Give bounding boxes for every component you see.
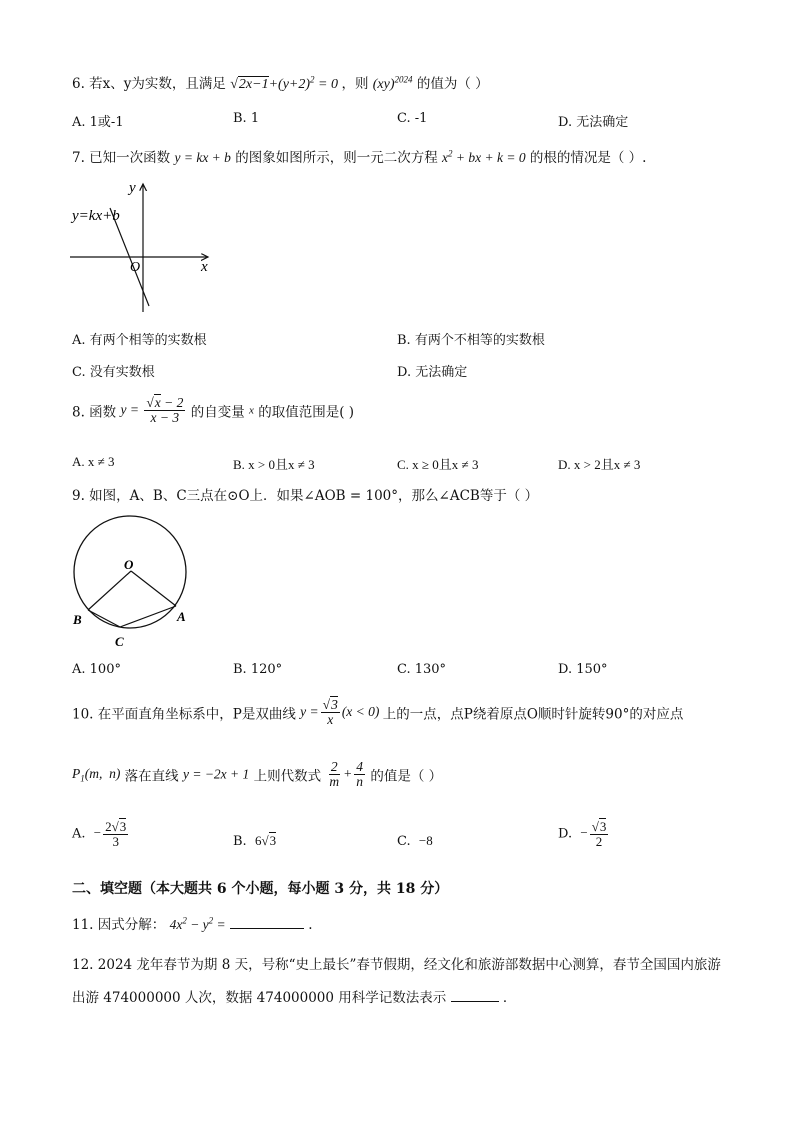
q10-algebraic-expression: $\frac{2}{m}$ + $\frac{4}{n}$ [329,759,364,790]
q12-line2-text: 出游 474000000 人次，数据 474000000 用科学记数法表示 [72,990,447,1006]
section-2-title: 二、填空题（本大题共 6 个小题，每小题 3 分，共 18 分） [72,881,449,897]
q11-answer-blank[interactable] [230,914,304,929]
q6-option-a: A. 1或-1 [72,115,124,130]
q9-option-c: C. 130° [397,662,447,677]
q9-label-c: C [115,634,124,649]
q11-expression: $4x^2 - y^2$ = [169,915,226,932]
q9-segment-cb [88,610,120,627]
q6-option-b: B. 1 [233,111,260,126]
q10-option-a: A. − $\frac{2√3}{3}$ [72,819,127,849]
q6-option-c: C. -1 [397,111,428,126]
question-11 [72,913,313,933]
q10-line1-prefix: 10. 在平面直角坐标系中，P是双曲线 [72,706,296,723]
q8-stem-suffix: 的取值范围是( ) [258,404,355,421]
question-6-stem [72,72,489,93]
q8-expression: y = $\frac{√x - 2}{x - 3}$ [120,395,184,426]
question-8-stem [72,396,354,425]
q9-circle-figure [70,515,195,655]
q7-origin-label: O [130,260,141,275]
question-7-stem [72,146,646,166]
q11-prefix: 11. 因式分解： [72,917,166,933]
q7-stem-prefix: 7. 已知一次函数 [72,150,171,166]
q6-expression2: (xy)$^{2024}$ [372,74,413,92]
q9-segment-oa [131,571,176,606]
q11-suffix: . [308,917,313,933]
q10-option-b: B. 6√3 [233,833,277,849]
q9-label-a: A [177,609,186,624]
q7-option-b: B. 有两个不相等的实数根 [397,333,545,348]
q10-option-d: D. − $\frac{√3}{2}$ [558,819,607,849]
q7-stem-middle: 的图象如图所示，则一元二次方程 [235,150,438,166]
q6-stem-prefix: 6. 若x、y为实数，且满足 [72,76,226,92]
q8-option-d: D. x > 2且x ≠ 3 [558,457,641,472]
q8-option-c: C. x ≥ 0且x ≠ 3 [397,457,479,472]
q10-option-c: C. −8 [397,833,433,849]
q7-option-a: A. 有两个相等的实数根 [72,333,207,348]
q6-expression: $√2x-1+(y+2)^2 = 0$ [230,74,342,92]
q7-option-c: C. 没有实数根 [72,365,155,380]
q10-line1-suffix: 上的一点，点P绕着原点O顺时针旋转90°的对应点 [382,706,684,723]
question-9-stem: 9. 如图，A、B、C三点在⊙O上．如果∠AOB = 100°，那么∠ACB等于（ ） [72,488,539,504]
q6-stem-suffix: 的值为（ ） [416,76,489,92]
q9-option-d: D. 150° [558,662,608,677]
q7-expression: y = kx + b [174,150,231,165]
q7-line-label: y=kx+b [72,208,120,224]
q10-line-expression: y = −2x + 1 [182,766,250,782]
q9-option-a: A. 100° [72,662,121,677]
q8-option-b: B. x > 0且x ≠ 3 [233,457,315,472]
q10-line2-suffix: 的值是（ ） [370,768,443,785]
q10-hyperbola-expression: y = $\frac{√3}{x}$ (x < 0) [300,697,383,728]
q7-y-axis-label: y [129,180,136,196]
q9-option-b: B. 120° [233,662,283,677]
q7-option-d: D. 无法确定 [397,365,468,380]
q7-x-axis-label: x [201,259,208,275]
q12-answer-blank[interactable] [451,987,499,1002]
question-10-line-2 [72,760,442,789]
q9-segment-ca [120,606,176,627]
q10-line2-text: 落在直线 [124,768,179,785]
q7-stem-suffix: 的根的情况是（ ）. [529,150,647,166]
q12-suffix: ． [502,990,517,1006]
q8-stem-prefix: 8. 函数 [72,404,117,421]
q6-option-d: D. 无法确定 [558,115,629,130]
q6-stem-middle: ，则 [341,76,369,92]
q9-label-b: B [73,612,82,627]
q8-option-a: A. x ≠ 3 [72,454,115,469]
q9-label-o: O [124,557,134,572]
q10-line2-middle: 上则代数式 [253,768,322,785]
q7-expression2: $x^2$ + bx + k = 0 [442,148,526,165]
q9-segment-ob [88,571,131,610]
q7-graph-figure [68,176,228,316]
q10-point-p1: $P_1(m$, n) [72,765,121,784]
q8-stem-middle: 的自变量 [190,404,245,421]
question-12-line-2 [72,986,516,1006]
question-10-line-1 [72,698,683,727]
q8-variable: x [249,404,254,417]
question-12-line-1: 12. 2024 龙年春节为期 8 天，号称“史上最长”春节假期，经文化和旅游部数据中心测算，春节全国国内旅游 [72,957,721,973]
